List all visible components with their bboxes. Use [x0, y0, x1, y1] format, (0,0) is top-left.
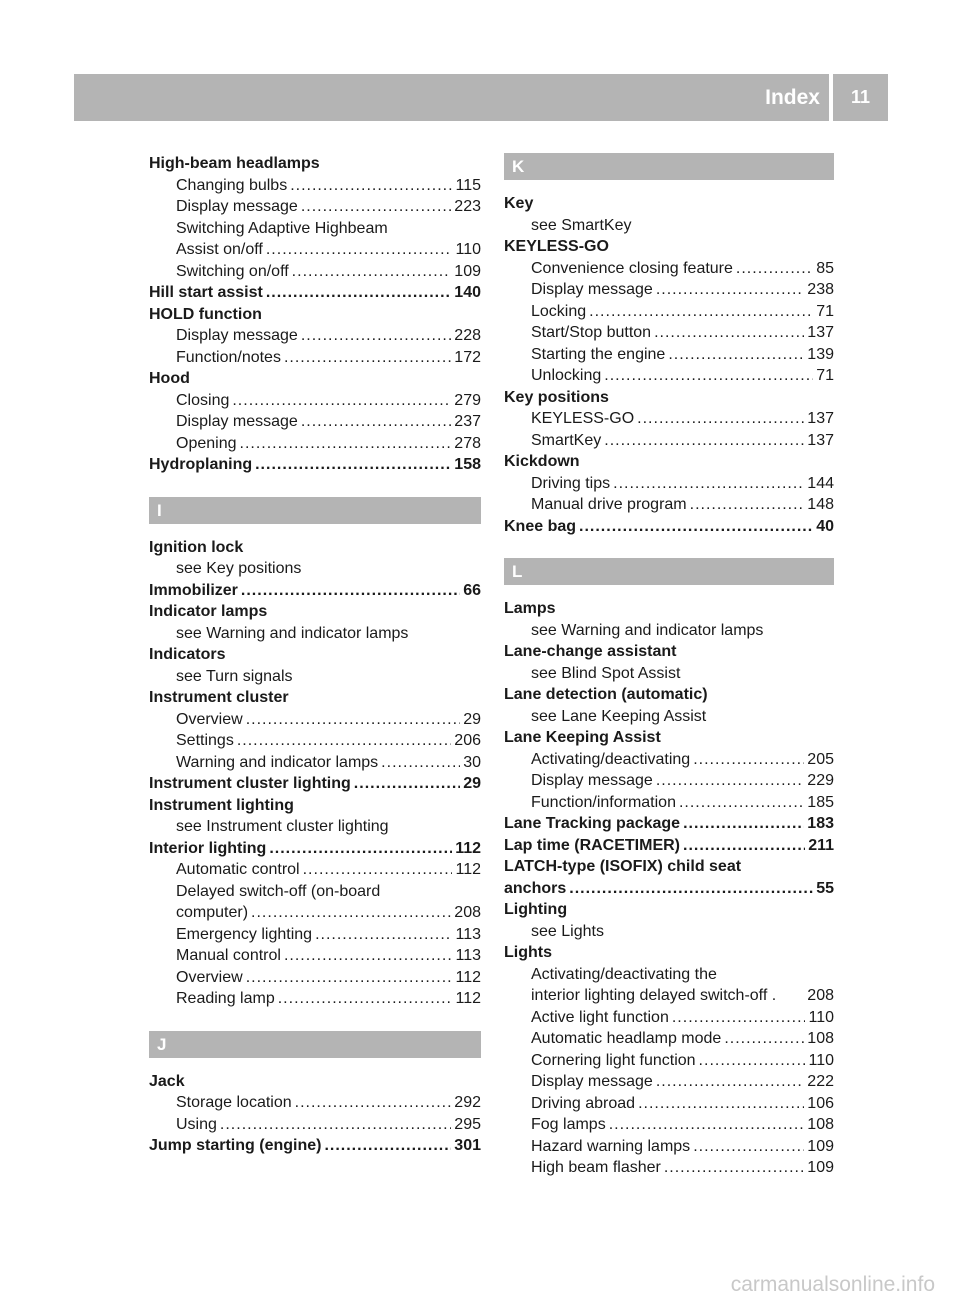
index-entry: [149, 773, 481, 795]
entry-page: 211: [808, 836, 834, 854]
dot-leader: [613, 473, 804, 495]
entry-page: 206: [454, 732, 481, 749]
index-entry: [149, 838, 481, 860]
entry-term: Automatic control: [176, 861, 300, 878]
entry-term: Fog lamps: [531, 1116, 606, 1133]
entry-term: Switching on/off: [176, 262, 289, 280]
index-entry: [149, 390, 481, 412]
entry-term: Changing bulbs: [176, 176, 288, 194]
index-entry: [149, 1092, 481, 1114]
index-entry: [504, 1093, 834, 1115]
entry-term: Display message: [176, 327, 298, 344]
entry-term: Closing: [176, 391, 230, 409]
dot-leader: [604, 430, 804, 452]
dot-leader: [656, 770, 804, 792]
index-entry: see Lights: [531, 922, 604, 940]
index-entry: [149, 730, 481, 752]
entry-page: 222: [807, 1073, 834, 1090]
dot-leader: [609, 1114, 805, 1136]
entry-page: 30: [463, 753, 481, 771]
dot-leader: [589, 301, 813, 323]
entry-term: Instrument cluster lighting: [149, 775, 351, 792]
dot-leader: [324, 1135, 451, 1157]
entry-page: 109: [454, 262, 481, 280]
dot-leader: [269, 838, 452, 860]
index-entry: [504, 1028, 834, 1050]
entry-term: Automatic headlamp mode: [531, 1030, 722, 1047]
index-entry: Ignition lock: [149, 538, 244, 556]
entry-page: 158: [454, 456, 481, 473]
dot-leader: [690, 494, 805, 516]
dot-leader: [303, 859, 453, 881]
index-entry: see Key positions: [176, 560, 302, 577]
index-entry: [149, 325, 481, 347]
entry-page: 108: [807, 1116, 834, 1133]
dot-leader: [301, 325, 451, 347]
index-entry: see Warning and indicator lamps: [531, 621, 764, 639]
entry-term: Lane Tracking package: [504, 815, 681, 832]
index-entry: [149, 196, 481, 218]
entry-page: 113: [455, 925, 481, 943]
entry-term: Opening: [176, 434, 237, 452]
entry-term: Unlocking: [531, 367, 602, 384]
header-title: Index: [765, 86, 820, 109]
entry-term: Hydroplaning: [149, 456, 253, 473]
entry-term: Display message: [531, 772, 653, 789]
entry-page: 140: [454, 284, 481, 301]
entry-term: Interior lighting: [149, 839, 267, 857]
dot-leader: [284, 945, 453, 967]
index-column-right: [504, 153, 834, 1179]
index-entry: [504, 749, 834, 771]
entry-page: 113: [455, 947, 481, 964]
entry-term: Active light function: [531, 1008, 669, 1026]
entry-term: Storage location: [176, 1094, 292, 1111]
entry-term: Overview: [176, 968, 243, 986]
watermark: carmanualsonline.info: [730, 1273, 935, 1296]
entry-term: Using: [176, 1115, 217, 1133]
entry-term: High beam flasher: [531, 1159, 661, 1176]
index-entry: Lights: [504, 944, 552, 961]
index-entry: Kickdown: [504, 453, 580, 470]
index-entry: LATCH-type (ISOFIX) child seat: [504, 858, 742, 875]
index-entry: see Lane Keeping Assist: [531, 707, 707, 725]
dot-leader: [637, 408, 804, 430]
index-entry: [149, 967, 481, 989]
entry-page: 223: [454, 198, 481, 215]
index-entry: [504, 985, 834, 1007]
index-entry: [504, 430, 834, 452]
entry-term: Cornering light function: [531, 1051, 696, 1069]
entry-page: 144: [807, 474, 834, 492]
index-entry: [504, 365, 834, 387]
entry-page: 139: [807, 345, 834, 363]
dot-leader: [295, 1092, 452, 1114]
index-entry: [504, 279, 834, 301]
entry-term: interior lighting delayed switch-off .: [531, 987, 777, 1004]
entry-page: 301: [454, 1137, 481, 1154]
index-entry: Activating/deactivating the: [531, 965, 717, 983]
entry-page: 112: [455, 990, 481, 1007]
entry-page: 106: [807, 1094, 834, 1112]
index-entry: [504, 835, 834, 857]
entry-page: 110: [808, 1008, 834, 1026]
dot-leader: [266, 239, 453, 261]
entry-page: 238: [807, 281, 834, 298]
dot-leader: [579, 516, 813, 538]
index-entry: HOLD function: [149, 305, 262, 323]
index-entry: [504, 473, 834, 495]
entry-page: 148: [807, 496, 834, 513]
index-entry: see Turn signals: [176, 667, 293, 685]
page-number: 11: [850, 87, 871, 107]
entry-term: Jump starting (engine): [149, 1137, 322, 1154]
index-entry: [149, 580, 481, 602]
dot-leader: [255, 454, 451, 476]
index-entry: Indicator lamps: [149, 603, 268, 620]
entry-page: 183: [807, 815, 834, 832]
entry-term: Display message: [531, 1073, 653, 1090]
index-entry: see Blind Spot Assist: [531, 664, 681, 682]
index-entry: [504, 792, 834, 814]
dot-leader: [301, 196, 451, 218]
entry-term: Driving tips: [531, 474, 611, 492]
entry-term: computer): [176, 904, 249, 921]
index-entry: [149, 261, 481, 283]
index-entry: [149, 433, 481, 455]
entry-page: 110: [808, 1051, 834, 1069]
entry-page: 29: [463, 775, 481, 792]
entry-page: 109: [807, 1159, 834, 1176]
index-entry: [504, 1007, 834, 1029]
section-header: J: [149, 1031, 481, 1058]
dot-leader: [656, 279, 804, 301]
dot-leader: [683, 813, 804, 835]
entry-term: Starting the engine: [531, 345, 666, 363]
index-entry: see Instrument cluster lighting: [176, 818, 389, 835]
index-entry: Key: [504, 195, 534, 212]
entry-page: 185: [807, 793, 834, 811]
section-header: I: [149, 497, 481, 524]
entry-page: 172: [454, 348, 481, 366]
dot-leader: [638, 1093, 804, 1115]
entry-page: 228: [454, 327, 481, 344]
entry-term: Manual control: [176, 947, 281, 964]
entry-page: 29: [463, 710, 481, 728]
dot-leader: [672, 1007, 806, 1029]
dot-leader: [266, 282, 451, 304]
index-entry: [504, 408, 834, 430]
dot-leader: [278, 988, 453, 1010]
index-entry: [149, 988, 481, 1010]
entry-page: 137: [807, 324, 834, 341]
index-entry: Lane-change assistant: [504, 643, 677, 660]
entry-term: SmartKey: [531, 431, 602, 449]
entry-page: 229: [807, 772, 834, 789]
dot-leader: [237, 730, 451, 752]
entry-page: 208: [454, 904, 481, 921]
entry-term: Function/information: [531, 793, 676, 811]
entry-page: 292: [454, 1094, 481, 1111]
entry-page: 112: [455, 968, 481, 986]
index-entry: Hood: [149, 370, 190, 387]
index-entry: [504, 344, 834, 366]
index-entry: [149, 175, 481, 197]
dot-leader: [736, 258, 813, 280]
entry-page: 40: [816, 517, 834, 535]
entry-term: Lap time (RACETIMER): [504, 836, 680, 854]
section-header: K: [504, 153, 834, 180]
index-entry: [504, 258, 834, 280]
index-entry: Jack: [149, 1072, 185, 1090]
dot-leader: [301, 411, 451, 433]
index-entry: [149, 752, 481, 774]
dot-leader: [354, 773, 460, 795]
entry-term: Hazard warning lamps: [531, 1137, 691, 1155]
index-entry: [149, 347, 481, 369]
entry-term: Immobilizer: [149, 581, 238, 599]
dot-leader: [656, 1071, 804, 1093]
entry-page: 137: [807, 410, 834, 427]
index-entry: Instrument lighting: [149, 796, 294, 814]
dot-leader: [246, 967, 453, 989]
dot-leader: [693, 1136, 804, 1158]
dot-leader: [668, 344, 804, 366]
entry-term: Display message: [176, 198, 298, 215]
entry-term: Activating/deactivating: [531, 750, 691, 768]
entry-page: 71: [816, 302, 834, 320]
entry-term: Driving abroad: [531, 1094, 636, 1112]
index-entry: [504, 1136, 834, 1158]
index-entry: Lamps: [504, 600, 556, 617]
index-entry: [504, 322, 834, 344]
index-entry: [149, 411, 481, 433]
entry-term: Hill start assist: [149, 284, 263, 301]
entry-page: 112: [455, 839, 481, 857]
index-entry: [149, 1114, 481, 1136]
index-entry: Indicators: [149, 646, 226, 663]
index-entry: [504, 301, 834, 323]
entry-page: 279: [454, 391, 481, 409]
index-entry: [149, 945, 481, 967]
entry-term: Display message: [531, 281, 653, 298]
index-entry: [149, 924, 481, 946]
entry-page: 205: [807, 750, 834, 768]
dot-leader: [251, 902, 451, 924]
entry-page: 85: [816, 259, 834, 277]
index-entry: Key positions: [504, 388, 609, 406]
entry-page: 115: [455, 176, 481, 194]
entry-page: 237: [454, 413, 481, 430]
entry-page: 112: [455, 861, 481, 878]
dot-leader: [381, 752, 460, 774]
index-entry: [504, 878, 834, 900]
index-entry: Lane Keeping Assist: [504, 729, 661, 746]
dot-leader: [569, 878, 813, 900]
index-entry: [149, 282, 481, 304]
index-entry: see SmartKey: [531, 216, 632, 234]
index-entry: Switching Adaptive Highbeam: [176, 219, 388, 237]
index-entry: [149, 902, 481, 924]
entry-page: 66: [463, 581, 481, 599]
dot-leader: [246, 709, 461, 731]
entry-term: Knee bag: [504, 517, 577, 535]
page-header: [74, 74, 888, 121]
entry-term: Settings: [176, 732, 234, 749]
dot-leader: [654, 322, 804, 344]
index-column-left: [149, 153, 481, 1157]
dot-leader: [693, 749, 804, 771]
entry-page: 295: [454, 1115, 481, 1133]
entry-term: Display message: [176, 413, 298, 430]
entry-term: Manual drive program: [531, 496, 687, 513]
dot-leader: [220, 1114, 451, 1136]
index-entry: KEYLESS-GO: [504, 238, 609, 255]
entry-page: 71: [816, 367, 834, 384]
index-entry: Instrument cluster: [149, 689, 289, 706]
entry-term: KEYLESS-GO: [531, 410, 635, 427]
entry-term: anchors: [504, 879, 567, 897]
entry-term: Convenience closing feature: [531, 259, 733, 277]
entry-term: Assist on/off: [176, 241, 263, 258]
dot-leader: [315, 924, 452, 946]
entry-page: 108: [807, 1030, 834, 1047]
section-header: L: [504, 558, 834, 585]
entry-term: Warning and indicator lamps: [176, 753, 379, 771]
index-entry: [504, 494, 834, 516]
index-entry: [504, 813, 834, 835]
dot-leader: [683, 835, 805, 857]
dot-leader: [284, 347, 451, 369]
index-entry: [504, 1157, 834, 1179]
dot-leader: [664, 1157, 804, 1179]
index-entry: [504, 1071, 834, 1093]
dot-leader: [292, 261, 452, 283]
dot-leader: [724, 1028, 804, 1050]
dot-leader: [699, 1050, 806, 1072]
index-entry: Lane detection (automatic): [504, 686, 708, 703]
index-entry: Lighting: [504, 901, 568, 918]
entry-page: 137: [807, 431, 834, 449]
entry-page: 55: [816, 879, 834, 897]
index-entry: [149, 859, 481, 881]
entry-page: 278: [454, 434, 481, 452]
index-entry: [149, 709, 481, 731]
entry-term: Emergency lighting: [176, 925, 313, 943]
dot-leader: [679, 792, 804, 814]
dot-leader: [290, 175, 452, 197]
index-entry: [149, 1135, 481, 1157]
entry-page: 109: [807, 1137, 834, 1155]
dot-leader: [240, 433, 452, 455]
dot-leader: [241, 580, 460, 602]
index-entry: [149, 239, 481, 261]
index-entry: [504, 516, 834, 538]
index-entry: Delayed switch-off (on-board: [176, 882, 381, 900]
index-entry: [504, 1114, 834, 1136]
index-entry: see Warning and indicator lamps: [176, 624, 409, 642]
entry-term: Function/notes: [176, 348, 281, 366]
entry-page: 208: [807, 987, 834, 1004]
entry-page: 110: [455, 241, 481, 258]
entry-term: Locking: [531, 302, 587, 320]
dot-leader: [232, 390, 451, 412]
entry-term: Reading lamp: [176, 990, 275, 1007]
index-entry: [149, 454, 481, 476]
entry-term: Start/Stop button: [531, 324, 652, 341]
dot-leader: [604, 365, 813, 387]
entry-term: Overview: [176, 710, 243, 728]
index-entry: High-beam headlamps: [149, 155, 320, 172]
index-entry: [504, 1050, 834, 1072]
index-entry: [504, 770, 834, 792]
